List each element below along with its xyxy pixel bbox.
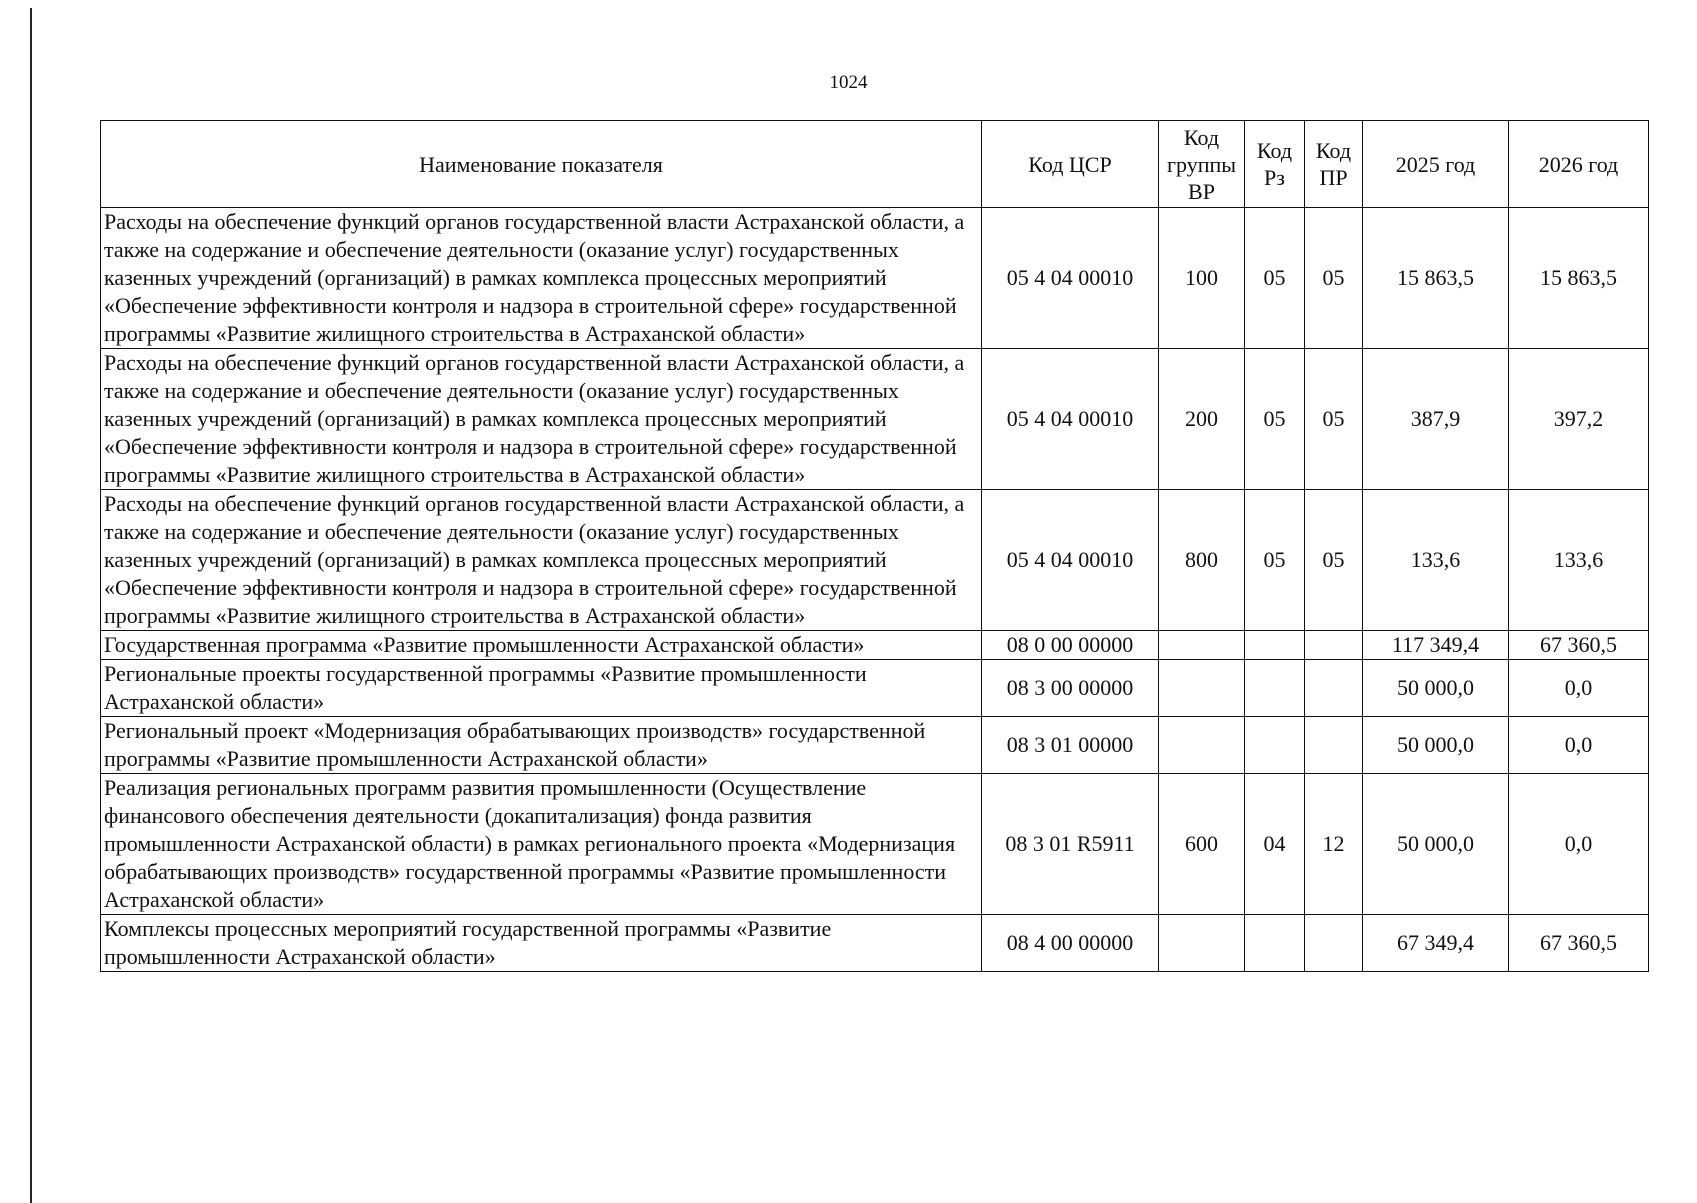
- table-header: [101, 121, 1649, 208]
- cell-name: Комплексы процессных мероприятий государственной программы «Развитие промышленности Астраханской области»: [101, 915, 982, 972]
- cell-vr: [1159, 915, 1245, 972]
- table-row: [101, 915, 1649, 972]
- cell-2026: 15 863,5: [1509, 208, 1649, 349]
- cell-rz: [1245, 660, 1305, 717]
- cell-2025: 133,6: [1363, 490, 1509, 631]
- cell-csr: 05 4 04 00010: [982, 349, 1159, 490]
- cell-name: Государственная программа «Развитие промышленности Астраханской области»: [101, 631, 982, 660]
- cell-2026: 397,2: [1509, 349, 1649, 490]
- cell-csr: 05 4 04 00010: [982, 208, 1159, 349]
- cell-vr: 200: [1159, 349, 1245, 490]
- cell-name: Расходы на обеспечение функций органов государственной власти Астраханской области, а также на содержание и обеспечение деятельности (оказание услуг) государственных казенных учреждений (организаций) в рамках комплекса процессных мероприятий «Обеспечение эффективности контроля и надзора в строительной сфере» государственной программы «Развитие жилищного строительства в Астраханской области»: [101, 490, 982, 631]
- header-rz: Код Рз: [1245, 121, 1305, 208]
- table-row: [101, 208, 1649, 349]
- cell-2026: 0,0: [1509, 660, 1649, 717]
- header-row: [101, 121, 1649, 208]
- scan-edge-line: [30, 8, 32, 1203]
- cell-name: Региональные проекты государственной программы «Развитие промышленности Астраханской области»: [101, 660, 982, 717]
- cell-csr: 08 4 00 00000: [982, 915, 1159, 972]
- cell-pr: [1305, 717, 1363, 774]
- cell-2026: 133,6: [1509, 490, 1649, 631]
- budget-table: [100, 120, 1649, 972]
- cell-csr: 08 3 01 R5911: [982, 774, 1159, 915]
- cell-csr: 08 3 00 00000: [982, 660, 1159, 717]
- table-row: [101, 660, 1649, 717]
- cell-pr: [1305, 660, 1363, 717]
- cell-pr: [1305, 631, 1363, 660]
- cell-rz: [1245, 631, 1305, 660]
- cell-pr: 12: [1305, 774, 1363, 915]
- cell-vr: [1159, 631, 1245, 660]
- cell-2025: 67 349,4: [1363, 915, 1509, 972]
- cell-pr: 05: [1305, 490, 1363, 631]
- header-csr: Код ЦСР: [982, 121, 1159, 208]
- cell-rz: 05: [1245, 208, 1305, 349]
- table-row: [101, 490, 1649, 631]
- table-body: [101, 208, 1649, 972]
- cell-vr: 100: [1159, 208, 1245, 349]
- cell-2025: 50 000,0: [1363, 660, 1509, 717]
- cell-2025: 50 000,0: [1363, 717, 1509, 774]
- header-name: Наименование показателя: [101, 121, 982, 208]
- cell-2025: 387,9: [1363, 349, 1509, 490]
- cell-vr: [1159, 660, 1245, 717]
- cell-vr: 800: [1159, 490, 1245, 631]
- cell-rz: 04: [1245, 774, 1305, 915]
- table-row: [101, 631, 1649, 660]
- cell-name: Реализация региональных программ развития промышленности (Осуществление финансового обеспечения деятельности (докапитализация) фонда развития промышленности Астраханской области) в рамках регионального проекта «Модернизация обрабатывающих производств» государственной программы «Развитие промышленности Астраханской области»: [101, 774, 982, 915]
- cell-rz: [1245, 717, 1305, 774]
- cell-2025: 15 863,5: [1363, 208, 1509, 349]
- cell-vr: [1159, 717, 1245, 774]
- cell-name: Региональный проект «Модернизация обрабатывающих производств» государственной программы «Развитие промышленности Астраханской области»: [101, 717, 982, 774]
- cell-2025: 50 000,0: [1363, 774, 1509, 915]
- cell-2026: 67 360,5: [1509, 915, 1649, 972]
- cell-2026: 67 360,5: [1509, 631, 1649, 660]
- cell-name: Расходы на обеспечение функций органов государственной власти Астраханской области, а также на содержание и обеспечение деятельности (оказание услуг) государственных казенных учреждений (организаций) в рамках комплекса процессных мероприятий «Обеспечение эффективности контроля и надзора в строительной сфере» государственной программы «Развитие жилищного строительства в Астраханской области»: [101, 208, 982, 349]
- table-row: [101, 717, 1649, 774]
- header-pr: Код ПР: [1305, 121, 1363, 208]
- cell-2025: 117 349,4: [1363, 631, 1509, 660]
- cell-pr: 05: [1305, 208, 1363, 349]
- cell-pr: [1305, 915, 1363, 972]
- table-row: [101, 349, 1649, 490]
- cell-name: Расходы на обеспечение функций органов государственной власти Астраханской области, а также на содержание и обеспечение деятельности (оказание услуг) государственных казенных учреждений (организаций) в рамках комплекса процессных мероприятий «Обеспечение эффективности контроля и надзора в строительной сфере» государственной программы «Развитие жилищного строительства в Астраханской области»: [101, 349, 982, 490]
- header-2025: 2025 год: [1363, 121, 1509, 208]
- cell-rz: 05: [1245, 349, 1305, 490]
- cell-2026: 0,0: [1509, 717, 1649, 774]
- cell-2026: 0,0: [1509, 774, 1649, 915]
- header-vr: Код группы ВР: [1159, 121, 1245, 208]
- cell-csr: 08 0 00 00000: [982, 631, 1159, 660]
- table-row: [101, 774, 1649, 915]
- cell-csr: 08 3 01 00000: [982, 717, 1159, 774]
- page-number: 1024: [829, 72, 868, 93]
- cell-pr: 05: [1305, 349, 1363, 490]
- cell-rz: [1245, 915, 1305, 972]
- header-2026: 2026 год: [1509, 121, 1649, 208]
- cell-vr: 600: [1159, 774, 1245, 915]
- cell-rz: 05: [1245, 490, 1305, 631]
- cell-csr: 05 4 04 00010: [982, 490, 1159, 631]
